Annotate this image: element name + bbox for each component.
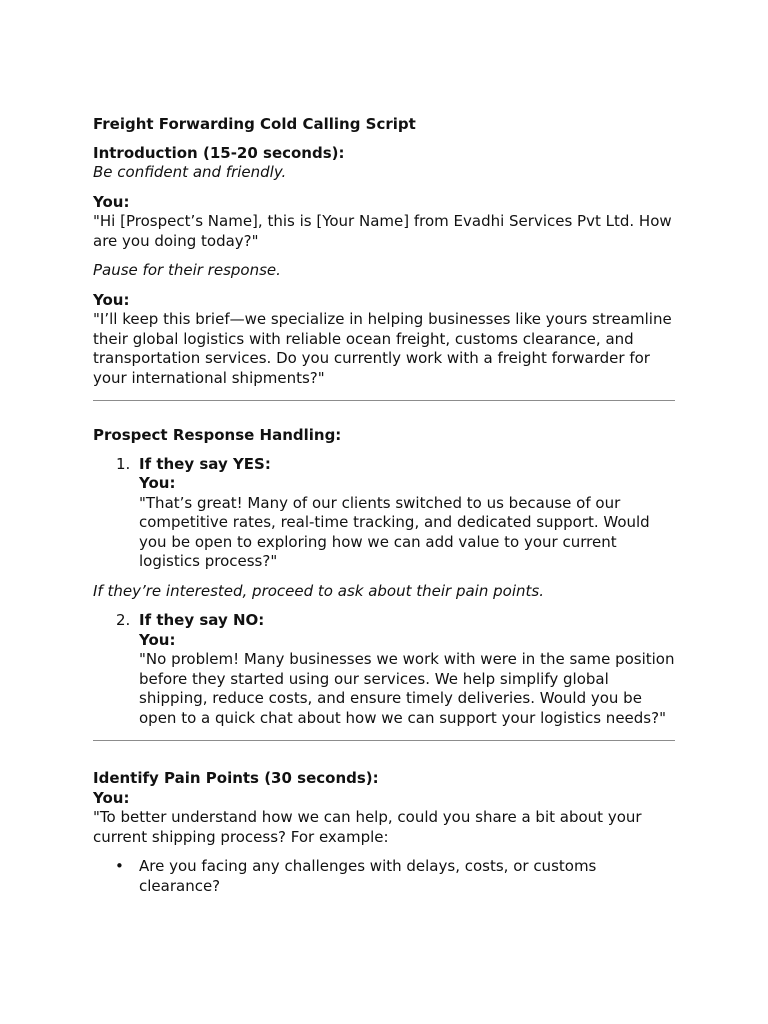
- intro-you-block-1: [93, 193, 675, 252]
- response-item-text: "No problem! Many businesses we work with were in the same position before they started using our services. We help simplify global shipping, reduce costs, and ensure timely deliveries. Would you be open to a quick chat about how we can support your logistics needs?": [139, 650, 675, 727]
- you-label: You:: [93, 192, 130, 211]
- section-divider: [93, 740, 675, 741]
- pause-block: [93, 261, 675, 281]
- you-label: You:: [139, 474, 176, 492]
- intro-pitch-text: "I’ll keep this brief—we specialize in helping businesses like yours streamline their global logistics with reliable ocean freight, customs clearance, and transportation services. Do you currently work with a freight forwarder for your international shipments?": [93, 310, 672, 387]
- you-label: You:: [93, 290, 130, 309]
- pain-points-text: "To better understand how we can help, could you share a bit about your current shipping process? For example:: [93, 808, 642, 846]
- intro-tone-note: Be confident and friendly.: [93, 163, 287, 181]
- response-item-title: If they say YES:: [139, 454, 271, 473]
- intro-greeting-text: "Hi [Prospect’s Name], this is [Your Name] from Evadhi Services Pvt Ltd. How are you doing today?": [93, 212, 672, 250]
- intro-heading: Introduction (15-20 seconds):: [93, 143, 345, 162]
- you-label: You:: [93, 788, 130, 807]
- list-number: 2.: [116, 611, 131, 629]
- interested-note: If they’re interested, proceed to ask about their pain points.: [93, 581, 544, 600]
- pain-points-heading: Identify Pain Points (30 seconds):: [93, 769, 379, 787]
- pause-note: Pause for their response.: [93, 261, 281, 279]
- intro-section: [93, 144, 675, 183]
- document-content: [93, 115, 675, 896]
- you-label: You:: [139, 630, 176, 649]
- response-item-yes: [93, 455, 675, 572]
- response-heading: Prospect Response Handling:: [93, 426, 342, 444]
- document-title: Freight Forwarding Cold Calling Script: [93, 115, 416, 133]
- list-number: 1.: [116, 454, 131, 473]
- intro-you-block-2: [93, 291, 675, 389]
- list-item: [93, 857, 675, 896]
- section-divider: [93, 400, 675, 401]
- interested-note-block: [93, 582, 675, 602]
- response-item-title: If they say NO:: [139, 611, 265, 629]
- response-item-text: "That’s great! Many of our clients switched to us because of our competitive rates, real-time tracking, and dedicated support. Would you be open to exploring how we can add value to your current logistics process?": [139, 493, 650, 570]
- response-item-no: [93, 611, 675, 728]
- pain-points-section: [93, 769, 675, 896]
- bullet-text: Are you facing any challenges with delays, costs, or customs clearance?: [139, 857, 597, 895]
- bullet-icon: •: [115, 857, 124, 875]
